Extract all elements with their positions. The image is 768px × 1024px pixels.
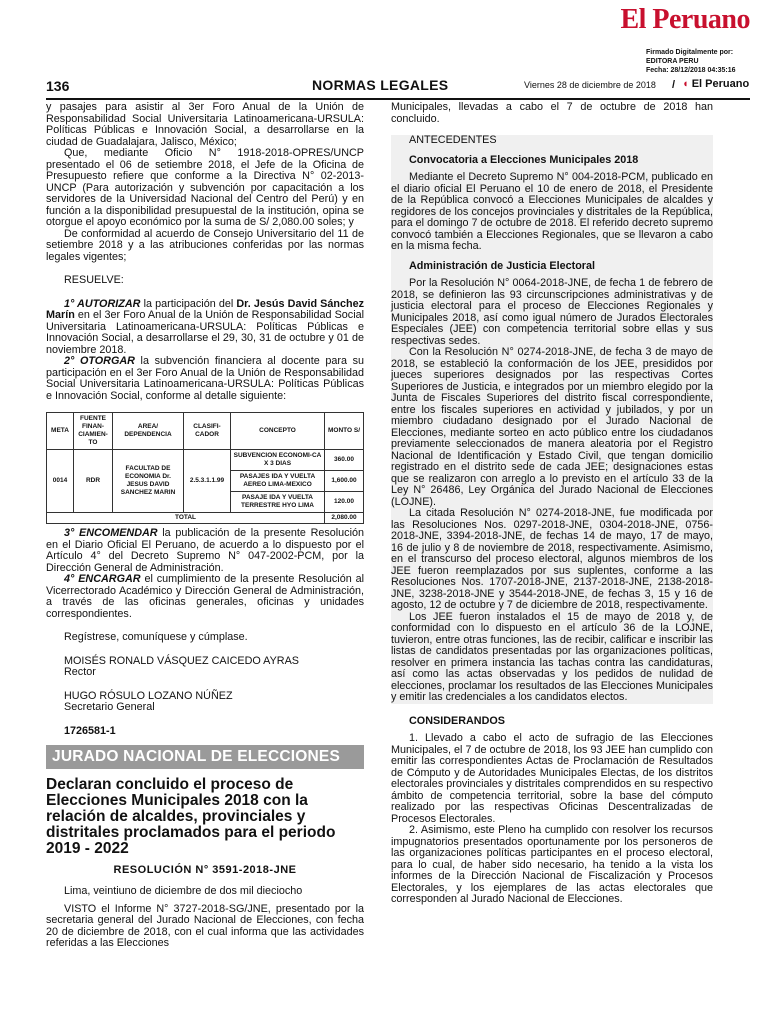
place-date: Lima, veintiuno de diciembre de dos mil dieciocho: [64, 885, 303, 897]
table-cell-meta: 0014: [47, 450, 74, 513]
signature-line-3: Fecha: 28/12/2018 04:35:16: [646, 67, 736, 74]
publication-code: 1726581-1: [64, 724, 116, 737]
right-column: [391, 102, 713, 906]
table-row: [47, 450, 364, 471]
signatory-1-role: Rector: [64, 666, 96, 678]
section-title: NORMAS LEGALES: [312, 77, 449, 93]
paragraph: Que, mediante Oficio N° 1918-2018-OPRES/UNCP presentado el 06 de setiembre 2018, el Jefe de la Oficina de Presupuesto refiere que conforme a la Directiva N° 02-2013-UNCP (Para autorización y subvención por capacitación a los servidores de la Universidad Nacional del Centro del Perú) y en función a la disponibilidad presupuestal de la institución, opina se otorgue el apoyo económico por la suma de S/ 2,080.00 soles; y: [46, 147, 364, 228]
article-headline: Declaran concluido el proceso de Elecciones Municipales 2018 con la relación de alcaldes, provinciales y distritales proclamados para el periodo 2019 - 2022: [46, 775, 336, 857]
table-header: CONCEPTO: [231, 413, 325, 450]
antecedentes-heading: ANTECEDENTES: [409, 134, 497, 146]
resuelve-heading: RESUELVE:: [64, 274, 124, 286]
table-total-label: TOTAL: [47, 513, 325, 524]
article-1-name: Dr. Jesús David Sánchez Marín: [46, 297, 364, 321]
paragraph: De conformidad al acuerdo de Consejo Universitario del 11 de setiembre 2018 y a las atribuciones conferidas por las normas legales vigentes;: [46, 227, 364, 263]
resolution-number: RESOLUCIÓN N° 3591-2018-JNE: [113, 863, 297, 876]
article-1-text-a: la participación del: [140, 297, 237, 310]
signatory-2-role: Secretario General: [64, 701, 155, 713]
left-column: [46, 102, 364, 950]
paragraph: 2. Asimismo, este Pleno ha cumplido con resolver los recursos impugnatorios presentados oportunamente por los personeros de las organizaciones políticas participantes en el proceso electoral, para lo cual, de haber sido necesario, ha tenido a la vista los informes de la Dirección Nacional de Fiscalización y Procesos Electorales, y los ejemplares de las actas electorales que corresponden al Jurado Nacional de Elecciones.: [391, 824, 713, 905]
page-number: 136: [46, 78, 70, 94]
signatory-2-name: HUGO RÓSULO LOZANO NÚÑEZ: [64, 689, 233, 702]
article-2-label: 2° OTORGAR: [64, 355, 135, 367]
considerandos-heading: CONSIDERANDOS: [409, 714, 505, 727]
article-2: [46, 356, 364, 402]
paragraph: La citada Resolución N° 0274-2018-JNE, fue modificada por las Resoluciones Nos. 0297-2018-JNE, 0304-2018-JNE, 0756-2018-JNE, 3394-2018-JNE, de fechas 14 de mayo, 17 de mayo, 16 de julio y 8 de noviembre de 2018, respectivamente. Asimismo, en el transcurso del proceso electoral, algunos miembros de los JEE fueron reemplazados por sus suplentes, conforme a las Resoluciones Nos. 1707-2018-JNE, 2137-2018-JNE, 2138-2018-JNE, 3238-2018-JNE y 3544-2018-JNE, de fechas 3, 15 y 16 de agosto, 12 de octubre y 7 de diciembre de 2018, respectivamente.: [391, 507, 713, 611]
table-total-row: [47, 513, 364, 524]
table-header: CLASIFI-CADOR: [184, 413, 231, 450]
signatory-1-name: MOISÉS RONALD VÁSQUEZ CAICEDO AYRAS: [64, 654, 299, 667]
subheading: Convocatoria a Elecciones Municipales 2018: [409, 153, 639, 166]
issue-date: Viernes 28 de diciembre de 2018: [524, 80, 656, 90]
table-header: META: [47, 413, 74, 450]
budget-table: [46, 412, 364, 524]
paragraph: Mediante el Decreto Supremo N° 004-2018-PCM, publicado en el diario oficial El Peruano el 10 de enero de 2018, el Presidente de la República convocó a Elecciones Municipales de alcaldes y regidores de los concejos provinciales y distritales de la República, para el domingo 7 de octubre de 2018. El referido decreto supremo convocó también a Elecciones Regionales, que se llevaron a cabo en la misma fecha.: [391, 171, 713, 252]
sun-icon: ◖: [682, 78, 689, 90]
section-banner: JURADO NACIONAL DE ELECCIONES: [46, 745, 364, 769]
signature-line-1: Firmado Digitalmente por:: [646, 49, 734, 56]
paragraph: Los JEE fueron instalados el 15 de mayo de 2018 y, de conformidad con lo dispuesto en el artículo 36 de la LOJNE, tuvieron, entre otras funciones, las de recibir, calificar e inscribir las listas de candidatos presentadas por las organizaciones políticas, resolver en primera instancia las tachas contra las candidaturas, así como las actas observadas y los pedidos de nulidad de elecciones, proclamar los resultados de las Elecciones Municipales y emitir las credenciales a los candidatos electos.: [391, 610, 713, 703]
table-total-value: 2,080.00: [325, 513, 364, 524]
table-cell-concepto: SUBVENCION ECONOMI-CA X 3 DIAS: [231, 450, 325, 471]
paragraph: 1. Llevado a cabo el acto de sufragio de las Elecciones Municipales, el 7 de octubre de 2018, los 93 JEE han cumplido con emitir las correspondientes Actas de Proclamación de Resultados de Cómputo y de Autoridades Municipales Electas, de los distritos electorales provinciales y distritales comprendidos en su respectivo ámbito de competencia territorial, sobre la base del cómputo realizado por las respectivas Oficinas Descentralizadas de Procesos Electorales.: [391, 732, 713, 825]
table-cell-concepto: PASAJE IDA Y VUELTA TERRESTRE HYO LIMA: [231, 492, 325, 513]
paragraph: Con la Resolución N° 0274-2018-JNE, de fecha 3 de mayo de 2018, se estableció la conformación de los JEE, presididos por jueces superiores designados por las respectivas Cortes Superiores de Justicia, e integrados por un miembro elegido por la Junta de Fiscales Superiores del distrito fiscal correspondiente, entre los fiscales superiores en actividad y jubilados, y por un miembro ciudadano designado por el Jurado Nacional de Elecciones, mediante sorteo en acto público entre los ciudadanos previamente seleccionados de manera aleatoria por el Registro Nacional de Identificación y Estado Civil, que tengan domicilio registrado en el distrito sede de cada JEE; designaciones estas que se realizaron con arreglo a lo previsto en el artículo 33 de la Ley N° 26486, Ley Orgánica del Jurado Nacional de Elecciones (LOJNE).: [391, 346, 713, 508]
header-logo: [682, 78, 749, 90]
subheading: Administración de Justicia Electoral: [409, 259, 596, 272]
article-1-label: 1° AUTORIZAR: [64, 297, 141, 310]
table-cell-clasificador: 2.5.3.1.1.99: [184, 450, 231, 513]
el-peruano-masthead-logo: El Peruano: [620, 4, 750, 35]
table-cell-monto: 1,600.00: [325, 471, 364, 492]
table-cell-monto: 360.00: [325, 450, 364, 471]
article-3-text: la publicación de la presente Resolución en el Diario Oficial El Peruano, de acuerdo a lo dispuesto por el Artículo 4° del Decreto Supremo N° 047-2002-PCM, por la Dirección General de Administración.: [46, 527, 364, 574]
table-cell-fuente: RDR: [74, 450, 113, 513]
table-header: AREA/ DEPENDENCIA: [113, 413, 184, 450]
table-header: MONTO S/: [325, 413, 364, 450]
table-cell-monto: 120.00: [325, 492, 364, 513]
article-3: [46, 528, 364, 574]
table-header: FUENTE FINAN-CIAMIEN-TO: [74, 413, 113, 450]
article-4-label: 4° ENCARGAR: [64, 573, 141, 585]
paragraph: y pasajes para asistir al 3er Foro Anual de la Unión de Responsabilidad Social Universitaria Latinoamericana-URSULA: Políticas Públicas e Innovación Social, a desarrollarse en la ciudad de Guadalajara, Jalisco, México;: [46, 101, 364, 148]
table-cell-concepto: PASAJES IDA Y VUELTA AEREO LIMA-MEXICO: [231, 471, 325, 492]
article-1-text-b: en el 3er Foro Anual de la Unión de Responsabilidad Social Universitaria Latinoamericana-URSULA: Políticas Públicas e Innovación Social, a desarrollarse el 29, 30, 31 de octubre y 01 de noviembre 2018.: [46, 309, 364, 356]
paragraph: Municipales, llevadas a cabo el 7 de octubre de 2018 han concluido.: [391, 101, 713, 125]
header-separator: /: [672, 79, 676, 91]
article-3-label: 3° ENCOMENDAR: [64, 527, 158, 539]
closing-formula: Regístrese, comuníquese y cúmplase.: [64, 631, 248, 643]
page-header: [46, 76, 750, 100]
antecedentes-box: [391, 135, 713, 704]
table-cell-area: FACULTAD DE ECONOMIA Dr. JESUS DAVID SANCHEZ MARIN: [113, 450, 184, 513]
article-4-text: el cumplimiento de la presente Resolución al Vicerrectorado Académico y Dirección General de Administración, a través de las oficinas generales, oficinas y unidades correspondientes.: [46, 573, 364, 620]
paragraph: Por la Resolución N° 0064-2018-JNE, de fecha 1 de febrero de 2018, se definieron las 93 circunscripciones administrativas y de justicia electoral para el proceso de Elecciones Regionales y Municipales 2018, así como igual número de Jurados Electorales Especiales (JEE) con competencia territorial sobre ellas y sus respectivas sedes.: [391, 277, 713, 347]
article-1: [46, 299, 364, 357]
digital-signature-block: [646, 48, 736, 75]
article-4: [46, 574, 364, 620]
visto-paragraph: VISTO el Informe N° 3727-2018-SG/JNE, presentado por la secretaria general del Jurado Nacional de Elecciones, con fecha 20 de diciembre de 2018, con el cual informa que las actividades referidas a las Elecciones: [46, 902, 364, 949]
header-logo-text: El Peruano: [691, 78, 750, 90]
article-2-text: la subvención financiera al docente para su participación en el 3er Foro Anual de la Unión de Responsabilidad Social Universitaria Latinoamericana-URSULA: Políticas Públicas e Innovación Social, conforme al detalle siguiente:: [46, 355, 364, 402]
signature-line-2: EDITORA PERU: [646, 58, 699, 65]
